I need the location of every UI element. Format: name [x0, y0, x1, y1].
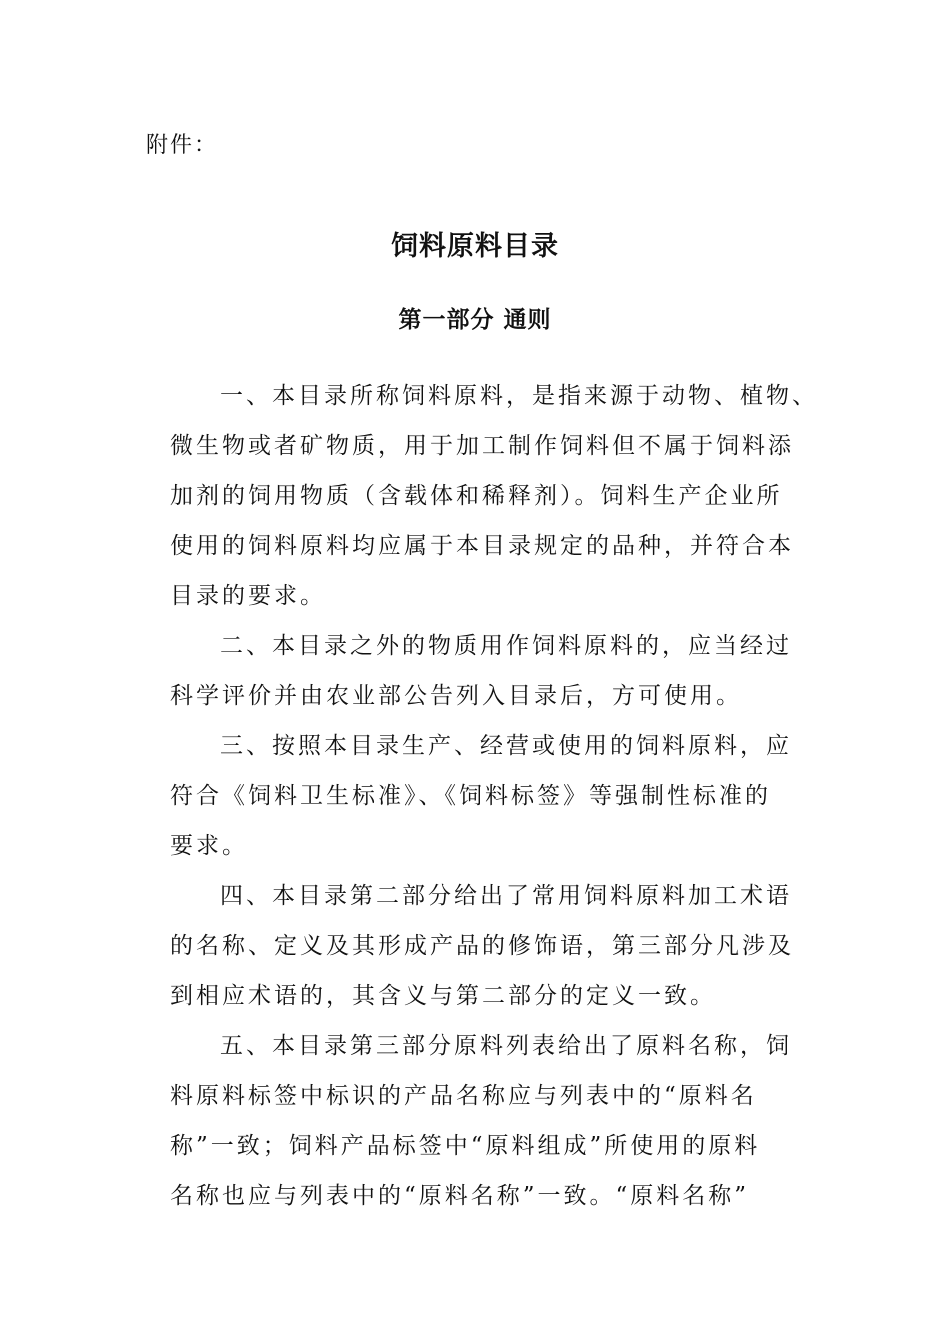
paragraph-line: 使用的饲料原料均应属于本目录规定的品种，并符合本: [170, 533, 794, 559]
paragraph-line: 目录的要求。: [170, 583, 326, 609]
paragraph-line: 名称也应与列表中的“原料名称”一致。“原料名称”: [170, 1183, 750, 1209]
paragraph-3: [170, 721, 810, 871]
paragraph-line: 料原料标签中标识的产品名称应与列表中的“原料名: [170, 1083, 757, 1109]
paragraph-5: [170, 1021, 810, 1221]
paragraph-2: [170, 621, 810, 721]
paragraph-line: 称”一致；饲料产品标签中“原料组成”所使用的原料: [170, 1133, 761, 1159]
paragraph-4: [170, 871, 810, 1021]
attachment-label: 附件：: [146, 133, 219, 158]
paragraph-line: 三、按照本目录生产、经营或使用的饲料原料，应: [220, 733, 792, 759]
paragraph-line: 四、本目录第二部分给出了常用饲料原料加工术语: [220, 883, 792, 909]
paragraph-line: 要求。: [170, 833, 248, 859]
paragraph-line: 的名称、定义及其形成产品的修饰语，第三部分凡涉及: [170, 933, 794, 959]
paragraph-line: 二、本目录之外的物质用作饲料原料的，应当经过: [220, 633, 792, 659]
document-title: 饲料原料目录: [391, 231, 559, 262]
paragraph-line: 到相应术语的，其含义与第二部分的定义一致。: [170, 983, 716, 1009]
part-title: 第一部分 通则: [398, 307, 552, 333]
paragraph-1: [170, 371, 818, 621]
paragraph-line: 符合《饲料卫生标准》、《饲料标签》等强制性标准的: [170, 783, 771, 809]
paragraph-line: 科学评价并由农业部公告列入目录后，方可使用。: [170, 683, 742, 709]
paragraph-line: 微生物或者矿物质，用于加工制作饲料但不属于饲料添: [170, 433, 794, 459]
document-body: [170, 371, 818, 1221]
paragraph-line: 一、本目录所称饲料原料，是指来源于动物、植物、: [220, 383, 818, 409]
paragraph-line: 五、本目录第三部分原料列表给出了原料名称，饲: [220, 1033, 792, 1059]
paragraph-line: 加剂的饲用物质（含载体和稀释剂）。饲料生产企业所: [170, 483, 783, 509]
